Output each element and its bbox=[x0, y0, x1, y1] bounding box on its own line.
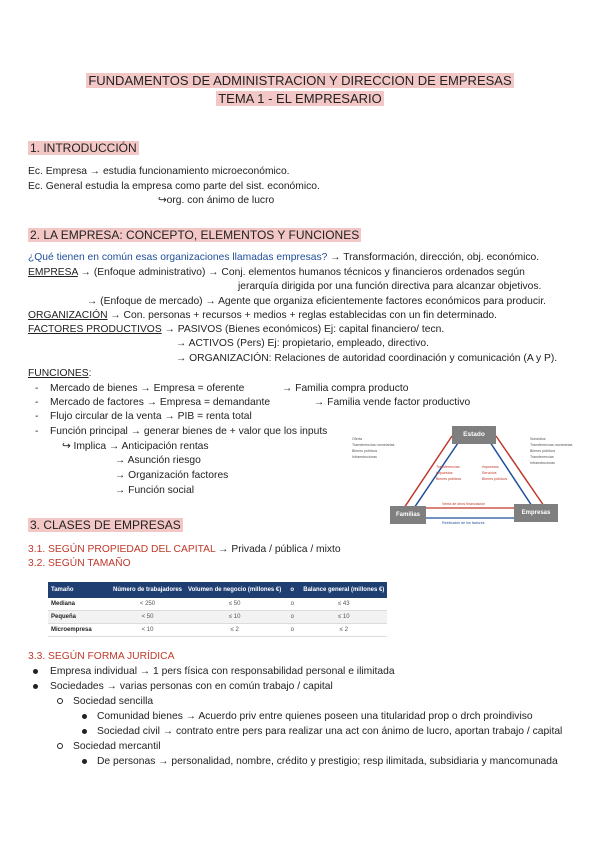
juridica-sociedades: Sociedades → varias personas con en común trabajo / capital bbox=[50, 681, 333, 692]
funciones-heading: FUNCIONES: bbox=[28, 368, 92, 379]
empresas-box: Empresas bbox=[514, 504, 558, 522]
diagram-mid-right-notes: Impuestos Servicios Bienes públicos bbox=[482, 465, 508, 481]
funcion-flujo-circular: Flujo circular de la venta → PIB = renta total bbox=[50, 411, 252, 422]
size-table-row: Microempresa < 10 ≤ 2 o ≤ 2 bbox=[48, 624, 387, 637]
circle-bullet-icon bbox=[57, 698, 63, 704]
dash-marker: - bbox=[35, 397, 39, 408]
size-table-header: Número de trabajadores bbox=[110, 582, 185, 598]
juridica-individual: Empresa individual → 1 pers física con responsabilidad personal e ilimitada bbox=[50, 666, 395, 677]
bullet-icon bbox=[82, 714, 87, 719]
empresa-definition: EMPRESA → (Enfoque administrativo) → Conj. elementos humanos técnicos y financieros ordenados según bbox=[28, 267, 525, 278]
organizacion-definition: ORGANIZACIÓN → Con. personas + recursos + medios + reglas establecidas con un fin determinado. bbox=[28, 310, 498, 321]
size-table-header: o bbox=[284, 582, 300, 598]
factores-activos: → ACTIVOS (Pers) Ej: propietario, empleado, directivo. bbox=[176, 338, 429, 349]
bullet-icon bbox=[82, 759, 87, 764]
de-personas: De personas → personalidad, nombre, crédito y prestigio; resp ilimitada, subsidiaria y mancomunada bbox=[97, 756, 558, 767]
dash-marker: - bbox=[35, 426, 39, 437]
empresa-definition-cont: jerarquía dirigida por una función directiva para alcanzar objetivos. bbox=[238, 281, 542, 292]
clases-propiedad: 3.1. SEGÚN PROPIEDAD DEL CAPITAL → Privada / pública / mixto bbox=[28, 544, 341, 555]
sociedad-mercantil: Sociedad mercantil bbox=[73, 741, 161, 752]
funcion-mercado-factores-familia: → Familia vende factor productivo bbox=[314, 397, 471, 408]
familias-box: Familias bbox=[390, 506, 426, 524]
empresa-market-approach: → (Enfoque de mercado) → Agente que organiza eficientemente factores económicos para producir. bbox=[87, 296, 547, 307]
factores-definition: FACTORES PRODUCTIVOS → PASIVOS (Bienes económicos) Ej: capital financiero/ tecn. bbox=[28, 324, 445, 335]
intro-line-3: ↪org. con ánimo de lucro bbox=[158, 195, 275, 206]
intro-line-2: Ec. General estudia la empresa como parte del sist. económico. bbox=[28, 181, 320, 192]
sociedad-sencilla: Sociedad sencilla bbox=[73, 696, 154, 707]
funcion-mercado-bienes: Mercado de bienes → Empresa = oferente bbox=[50, 383, 245, 394]
flow-bottom-label: Retribución de los factores bbox=[442, 521, 485, 525]
factores-organizacion: → ORGANIZACIÓN: Relaciones de autoridad coordinación y comunicación (A y P). bbox=[176, 353, 558, 364]
size-table-row: Pequeña < 50 ≤ 10 o ≤ 10 bbox=[48, 611, 387, 624]
empresa-question: ¿Qué tienen en común esas organizaciones llamadas empresas? → Transformación, dirección, obj. económico. bbox=[28, 252, 540, 263]
circle-bullet-icon bbox=[57, 743, 63, 749]
estado-box: Estado bbox=[452, 426, 496, 444]
sociedad-civil: Sociedad civil → contrato entre pers para realizar una act con ánimo de lucro, aportan trabajo / capital bbox=[97, 726, 563, 737]
circular-flow-diagram bbox=[350, 422, 588, 532]
implica-funcion-social: → Función social bbox=[115, 485, 194, 496]
implica-riesgo: → Asunción riesgo bbox=[115, 455, 201, 466]
funcion-mercado-bienes-familia: → Familia compra producto bbox=[282, 383, 409, 394]
funcion-principal: Función principal → generar bienes de + valor que los inputs bbox=[50, 426, 328, 437]
comunidad-bienes: Comunidad bienes → Acuerdo priv entre quienes poseen una titularidad prop o drch proindiviso bbox=[97, 711, 533, 722]
section-3-heading: 3. CLASES DE EMPRESAS bbox=[30, 518, 181, 532]
dash-marker: - bbox=[35, 383, 39, 394]
size-table-header: Tamaño bbox=[48, 582, 110, 598]
implica-organizacion: → Organización factores bbox=[115, 470, 229, 481]
funcion-mercado-factores: Mercado de factores → Empresa = demandante bbox=[50, 397, 271, 408]
size-table-row: Mediana < 250 ≤ 50 o ≤ 43 bbox=[48, 598, 387, 611]
size-table-header: Volumen de negocio (millones €) bbox=[185, 582, 284, 598]
clases-tamano-heading: 3.2. SEGÚN TAMAÑO bbox=[28, 558, 131, 569]
dash-marker: - bbox=[35, 411, 39, 422]
implica-anticipacion: ↪ Implica → Anticipación rentas bbox=[62, 441, 209, 452]
clases-juridica-heading: 3.3. SEGÚN FORMA JURÍDICA bbox=[28, 651, 175, 662]
diagram-left-notes: Oferta Transferencias monetarias Bienes públicos Infraestructuras bbox=[352, 437, 395, 459]
intro-line-1: Ec. Empresa → estudia funcionamiento microeconómico. bbox=[28, 166, 290, 177]
document-title: FUNDAMENTOS DE ADMINISTRACION Y DIRECCION DE EMPRESAS bbox=[88, 73, 512, 88]
section-2-heading: 2. LA EMPRESA: CONCEPTO, ELEMENTOS Y FUNCIONES bbox=[30, 228, 360, 242]
bullet-icon bbox=[33, 669, 38, 674]
diagram-right-notes: Subsidios Transferencias monetarias Bienes públicos Transferencias Infraestructuras bbox=[530, 437, 573, 465]
size-table-header: Balance general (millones €) bbox=[300, 582, 387, 598]
document-subtitle: TEMA 1 - EL EMPRESARIO bbox=[218, 91, 382, 106]
diagram-mid-left-notes: Transferencias Impuestos Bienes públicos bbox=[436, 465, 462, 481]
bullet-icon bbox=[33, 684, 38, 689]
bullet-icon bbox=[82, 729, 87, 734]
flow-top-label: Venta de otros financiación bbox=[442, 502, 486, 506]
section-1-heading: 1. INTRODUCCIÓN bbox=[30, 141, 137, 155]
size-table bbox=[48, 582, 387, 637]
